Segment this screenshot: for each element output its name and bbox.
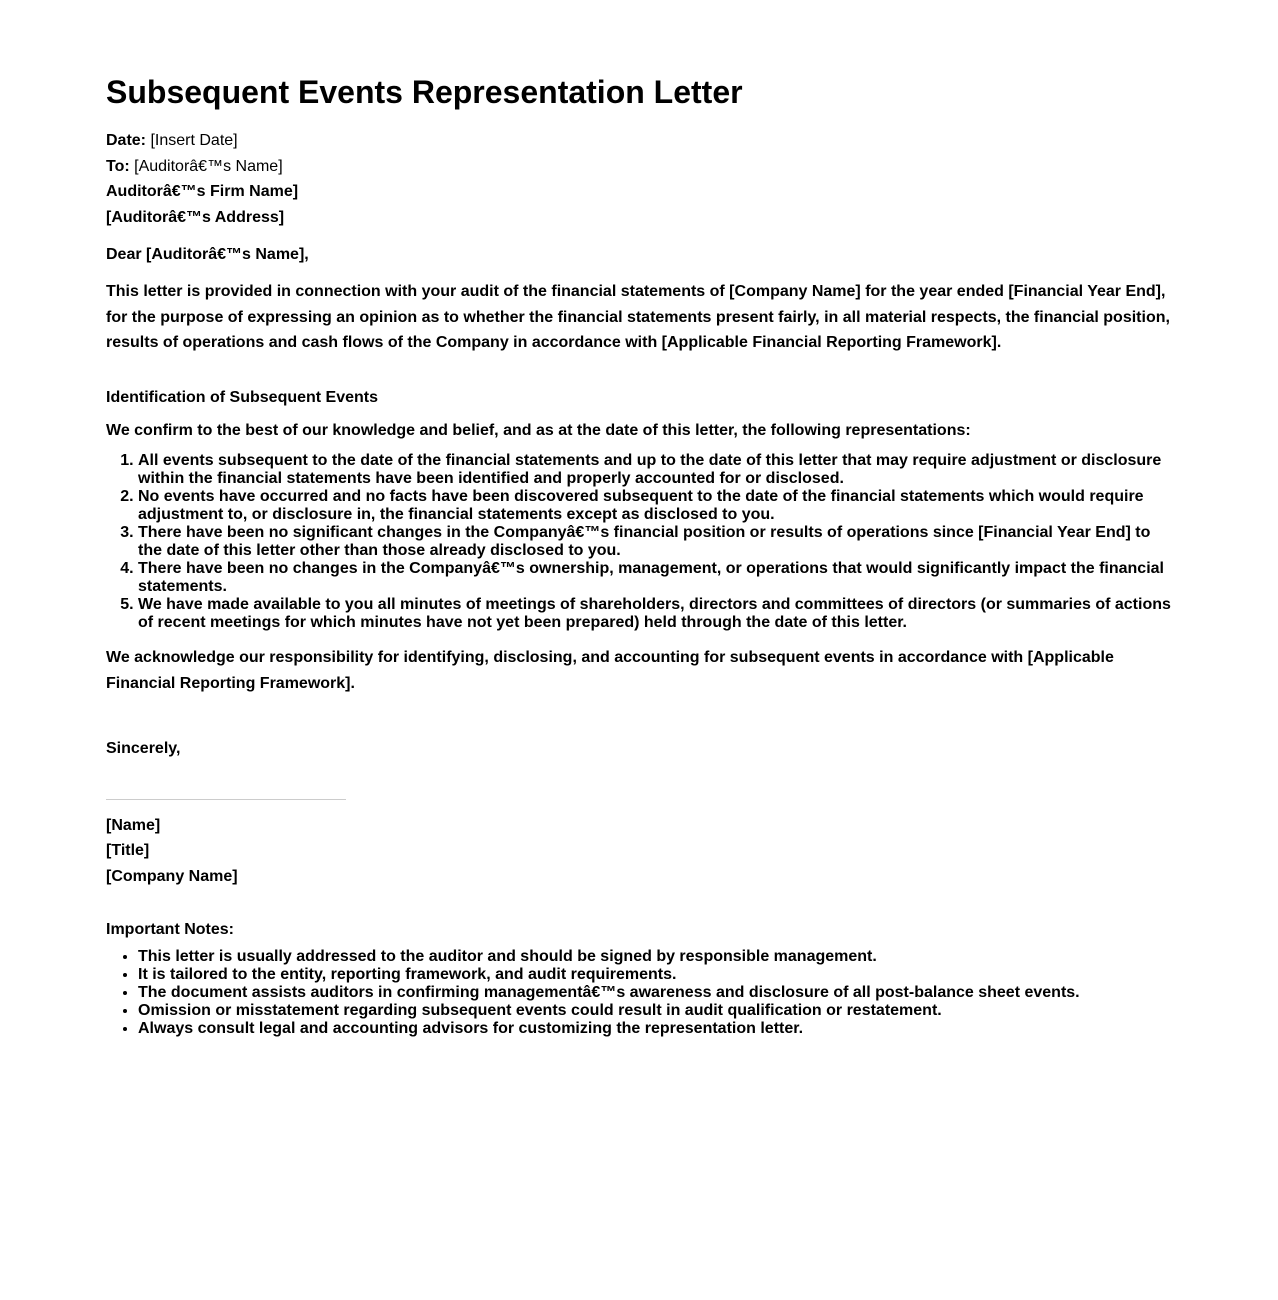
date-label: Date: — [106, 132, 147, 149]
list-item: 1. All events subsequent to the date of the financial statements and up to the date of this letter that may require adjustment or disclosure within the financial statements have been identified and properly accounted for or disclosed. — [138, 452, 1178, 488]
signatory-title: [Title] — [106, 842, 150, 859]
address-block — [106, 128, 1178, 230]
notes-title: Important Notes: — [106, 921, 234, 938]
signatory-name: [Name] — [106, 816, 161, 834]
acknowledgement-paragraph: We acknowledge our responsibility for identifying, disclosing, and accounting for subsequent events in accordance with [Applicable Financial Reporting Framework]. — [106, 648, 1114, 692]
confirm-paragraph: We confirm to the best of our knowledge and belief, and as at the date of this letter, the following representations: — [106, 421, 971, 439]
salutation: Dear [Auditorâ€™s Name], — [106, 246, 309, 263]
list-item: • Always consult legal and accounting advisors for customizing the representation letter. — [138, 1020, 1178, 1038]
signature-block — [106, 813, 1178, 890]
list-item: 2. No events have occurred and no facts have been discovered subsequent to the date of the financial statements which would require adjustment to, or disclosure in, the financial statements except as disclosed to you. — [138, 488, 1178, 524]
to-label: To: — [106, 157, 130, 175]
date-value: [Insert Date] — [150, 132, 238, 149]
page-title: Subsequent Events Representation Letter — [106, 74, 743, 110]
list-item: • This letter is usually addressed to the auditor and should be signed by responsible management. — [138, 948, 1178, 966]
closing: Sincerely, — [106, 739, 181, 757]
section-title: Identification of Subsequent Events — [106, 388, 379, 406]
firm-name: Auditorâ€™s Firm Name] — [106, 183, 299, 200]
to-value: [Auditorâ€™s Name] — [134, 157, 283, 175]
letter-content — [106, 72, 1178, 1038]
intro-paragraph: This letter is provided in connection with your audit of the financial statements of [Company Name] for the year ended [Financial Year End], for the purpose of expressing an opinion as to whether the financial statements present fairly, in all material respects, the financial position, results of operations and cash flows of the Company in accordance with [Applicable Financial Reporting Framework]. — [106, 283, 1170, 351]
list-item: 5. We have made available to you all minutes of meetings of shareholders, directors and committees of directors (or summaries of actions of recent meetings for which minutes have not yet been prepared) held through the date of this letter. — [138, 596, 1178, 632]
list-item: • The document assists auditors in confirming managementâ€™s awareness and disclosure of all post-balance sheet events. — [138, 984, 1178, 1002]
list-item: • It is tailored to the entity, reporting framework, and audit requirements. — [138, 966, 1178, 984]
date-line — [106, 128, 1178, 154]
list-item: 4. There have been no changes in the Companyâ€™s ownership, management, or operations that would significantly impact the financial statements. — [138, 560, 1178, 596]
firm-address: [Auditorâ€™s Address] — [106, 208, 285, 226]
representations-list — [106, 452, 1178, 632]
notes-list — [106, 948, 1178, 1038]
list-item: • Omission or misstatement regarding subsequent events could result in audit qualification or restatement. — [138, 1002, 1178, 1020]
to-line — [106, 154, 1178, 180]
list-item: 3. There have been no significant changes in the Companyâ€™s financial position or results of operations since [Financial Year End] to the date of this letter other than those already disclosed to you. — [138, 524, 1178, 560]
signatory-company: [Company Name] — [106, 867, 238, 885]
signature-line — [106, 799, 346, 800]
